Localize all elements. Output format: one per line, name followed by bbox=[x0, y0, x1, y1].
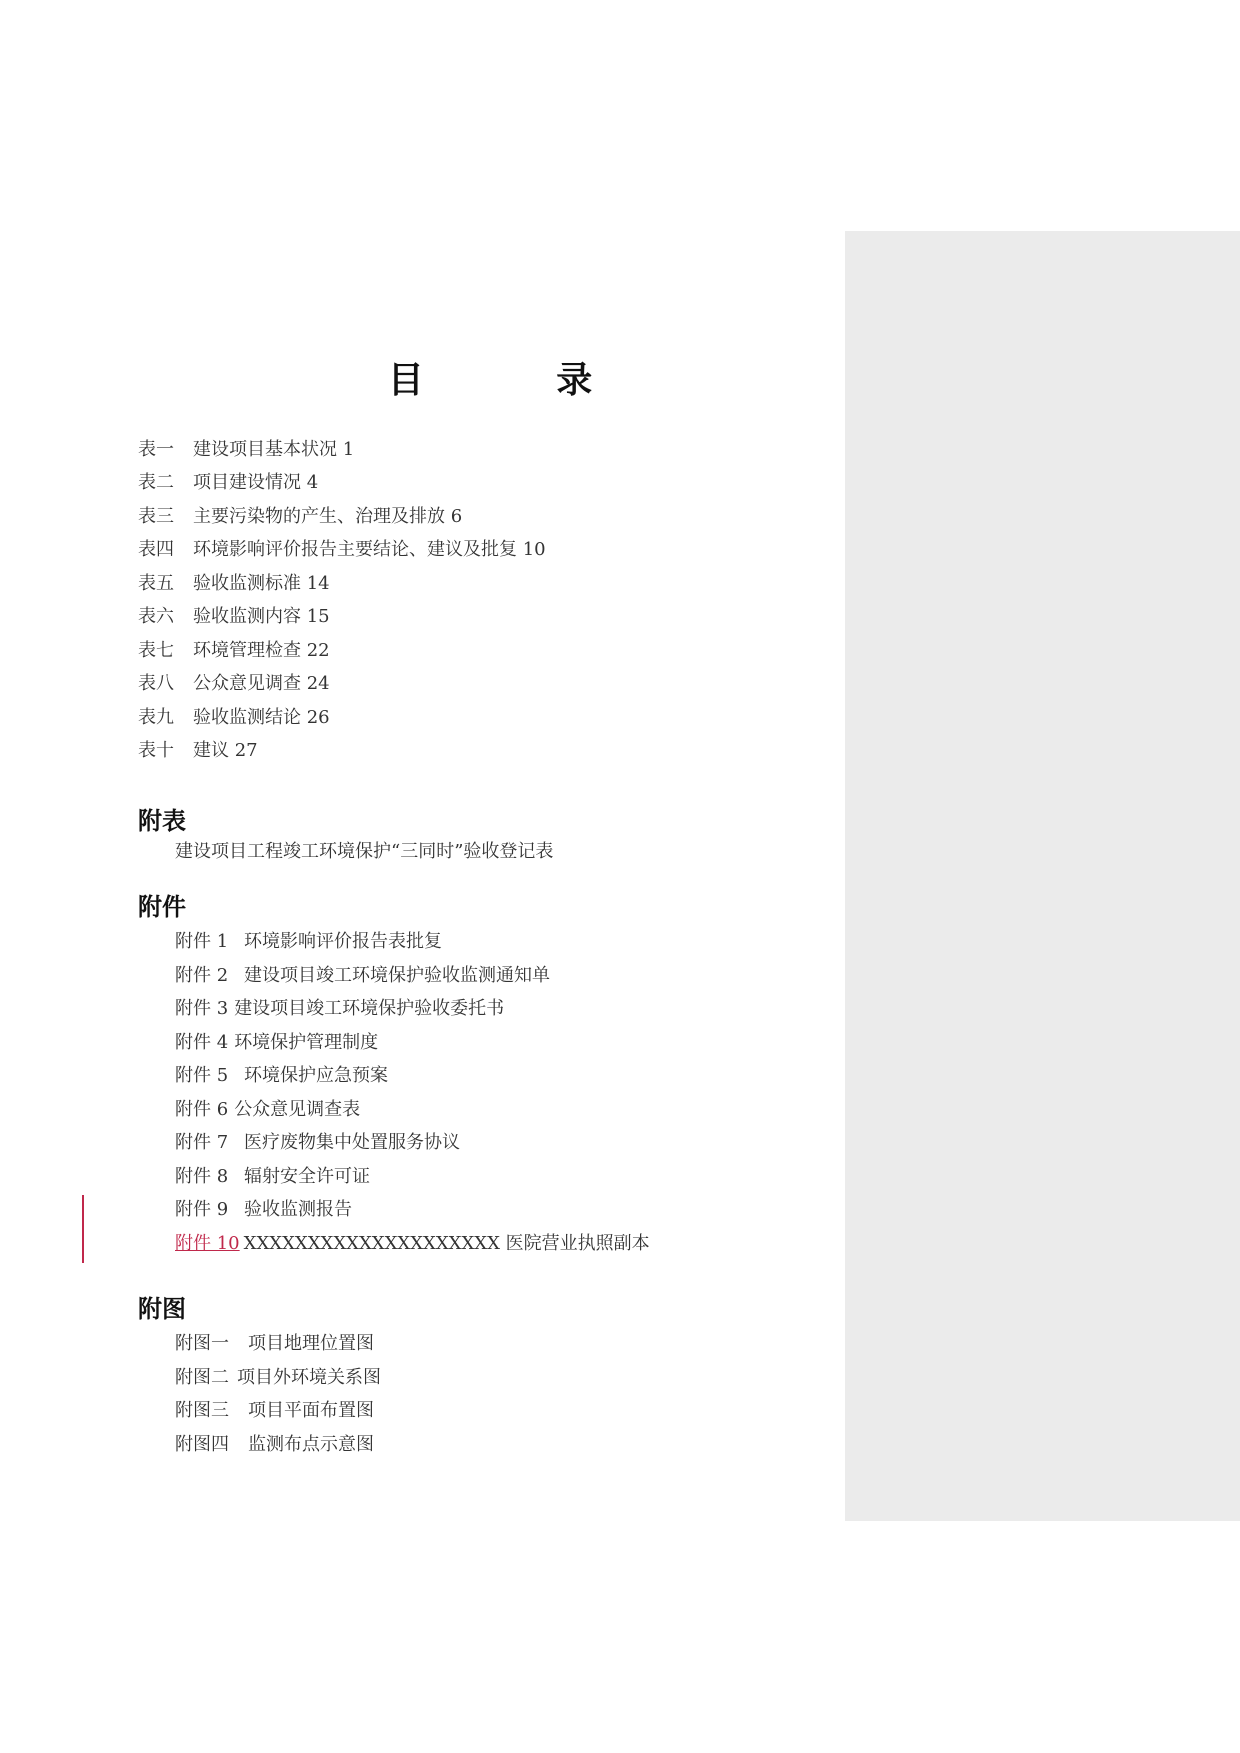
toc-entry-table-7[interactable] bbox=[138, 639, 330, 663]
toc-text: 建设项目基本状况 bbox=[193, 439, 337, 460]
figure-prefix: 附图一 bbox=[175, 1333, 229, 1354]
toc-prefix: 表七 bbox=[138, 640, 174, 661]
attachment-prefix: 附件 9 bbox=[175, 1199, 229, 1220]
figure-text: 项目地理位置图 bbox=[248, 1333, 374, 1354]
toc-prefix: 表十 bbox=[138, 740, 174, 761]
attachment-item-2[interactable] bbox=[175, 964, 550, 988]
figure-prefix: 附图二 bbox=[175, 1367, 229, 1388]
toc-prefix: 表六 bbox=[138, 606, 174, 627]
toc-page: 26 bbox=[306, 707, 330, 728]
toc-page: 24 bbox=[306, 673, 330, 694]
attachment-text: 环境影响评价报告表批复 bbox=[244, 931, 442, 952]
attachment-prefix: 附件 4 bbox=[175, 1032, 229, 1053]
figure-text: 项目外环境关系图 bbox=[237, 1367, 381, 1388]
toc-entry-table-3[interactable] bbox=[138, 505, 462, 529]
page-title: 目 录 bbox=[387, 359, 653, 401]
figure-prefix: 附图四 bbox=[175, 1434, 229, 1455]
attachment-prefix: 附件 7 bbox=[175, 1132, 229, 1153]
figures-heading: 附图 bbox=[138, 1295, 186, 1323]
comment-pane bbox=[845, 231, 1240, 1521]
attachment-text: 医疗废物集中处置服务协议 bbox=[244, 1132, 460, 1153]
attachment-text: 环境保护应急预案 bbox=[244, 1065, 388, 1086]
toc-page: 15 bbox=[306, 606, 330, 627]
toc-prefix: 表二 bbox=[138, 472, 174, 493]
toc-prefix: 表八 bbox=[138, 673, 174, 694]
attachment-text: 环境保护管理制度 bbox=[234, 1032, 379, 1053]
toc-text: 验收监测内容 bbox=[193, 606, 301, 627]
toc-page: 22 bbox=[306, 640, 330, 661]
toc-text: 公众意见调查 bbox=[193, 673, 301, 694]
attachment-item-3[interactable] bbox=[175, 997, 504, 1021]
toc-prefix: 表一 bbox=[138, 439, 174, 460]
toc-prefix: 表五 bbox=[138, 573, 174, 594]
toc-entry-table-5[interactable] bbox=[138, 572, 330, 596]
toc-entry-table-6[interactable] bbox=[138, 605, 330, 629]
toc-page: 27 bbox=[234, 740, 258, 761]
figure-text: 项目平面布置图 bbox=[248, 1400, 374, 1421]
attachment-text: 建设项目竣工环境保护验收委托书 bbox=[234, 998, 505, 1019]
toc-text: 主要污染物的产生、治理及排放 bbox=[193, 506, 445, 527]
toc-page: 14 bbox=[306, 573, 330, 594]
attachment-item-6[interactable] bbox=[175, 1098, 360, 1122]
toc-entry-table-9[interactable] bbox=[138, 706, 330, 730]
figure-item-1[interactable] bbox=[175, 1332, 374, 1356]
attachment-text: 辐射安全许可证 bbox=[244, 1166, 370, 1187]
figure-item-3[interactable] bbox=[175, 1399, 374, 1423]
toc-text: 环境影响评价报告主要结论、建议及批复 bbox=[193, 539, 517, 560]
attachment-text: 验收监测报告 bbox=[244, 1199, 352, 1220]
figure-prefix: 附图三 bbox=[175, 1400, 229, 1421]
attachment-item-9[interactable] bbox=[175, 1198, 352, 1222]
toc-text: 环境管理检查 bbox=[193, 640, 301, 661]
figure-item-2[interactable] bbox=[175, 1366, 381, 1390]
attachment-item-7[interactable] bbox=[175, 1131, 460, 1155]
change-bar bbox=[82, 1195, 84, 1263]
toc-prefix: 表九 bbox=[138, 707, 174, 728]
toc-entry-table-10[interactable] bbox=[138, 739, 258, 763]
figure-text: 监测布点示意图 bbox=[248, 1434, 374, 1455]
appendix-table-heading: 附表 bbox=[138, 807, 186, 835]
appendix-table-item[interactable]: 建设项目工程竣工环境保护“三同时”验收登记表 bbox=[175, 841, 554, 862]
toc-prefix: 表三 bbox=[138, 506, 174, 527]
attachment-item-1[interactable] bbox=[175, 930, 442, 954]
toc-entry-table-4[interactable] bbox=[138, 538, 546, 562]
toc-text: 建议 bbox=[193, 740, 229, 761]
attachment-item-4[interactable] bbox=[175, 1031, 378, 1055]
attachment-text: 建设项目竣工环境保护验收监测通知单 bbox=[244, 965, 550, 986]
toc-text: 验收监测结论 bbox=[193, 707, 301, 728]
toc-prefix: 表四 bbox=[138, 539, 174, 560]
attachment-prefix: 附件 6 bbox=[175, 1099, 229, 1120]
figure-item-4[interactable] bbox=[175, 1433, 374, 1457]
attachment-text: XXXXXXXXXXXXXXXXXXXX 医院营业执照副本 bbox=[243, 1233, 650, 1254]
attachment-item-10[interactable] bbox=[175, 1232, 650, 1256]
toc-entry-table-8[interactable] bbox=[138, 672, 330, 696]
toc-page: 10 bbox=[522, 539, 546, 560]
attachment-prefix: 附件 8 bbox=[175, 1166, 229, 1187]
toc-text: 项目建设情况 bbox=[193, 472, 301, 493]
attachment-prefix: 附件 2 bbox=[175, 965, 229, 986]
toc-entry-table-2[interactable] bbox=[138, 471, 318, 495]
attachment-prefix: 附件 5 bbox=[175, 1065, 229, 1086]
attachment-item-8[interactable] bbox=[175, 1165, 370, 1189]
attachment-item-5[interactable] bbox=[175, 1064, 388, 1088]
attachment-prefix: 附件 3 bbox=[175, 998, 229, 1019]
toc-page: 6 bbox=[450, 506, 463, 527]
attachment-text: 公众意见调查表 bbox=[234, 1099, 361, 1120]
toc-text: 验收监测标准 bbox=[193, 573, 301, 594]
toc-page: 1 bbox=[342, 439, 355, 460]
attachment-prefix: 附件 1 bbox=[175, 931, 229, 952]
attachments-heading: 附件 bbox=[138, 893, 186, 921]
toc-page: 4 bbox=[306, 472, 319, 493]
tracked-change-link[interactable]: 附件 10 bbox=[175, 1233, 240, 1254]
toc-entry-table-1[interactable] bbox=[138, 438, 354, 462]
